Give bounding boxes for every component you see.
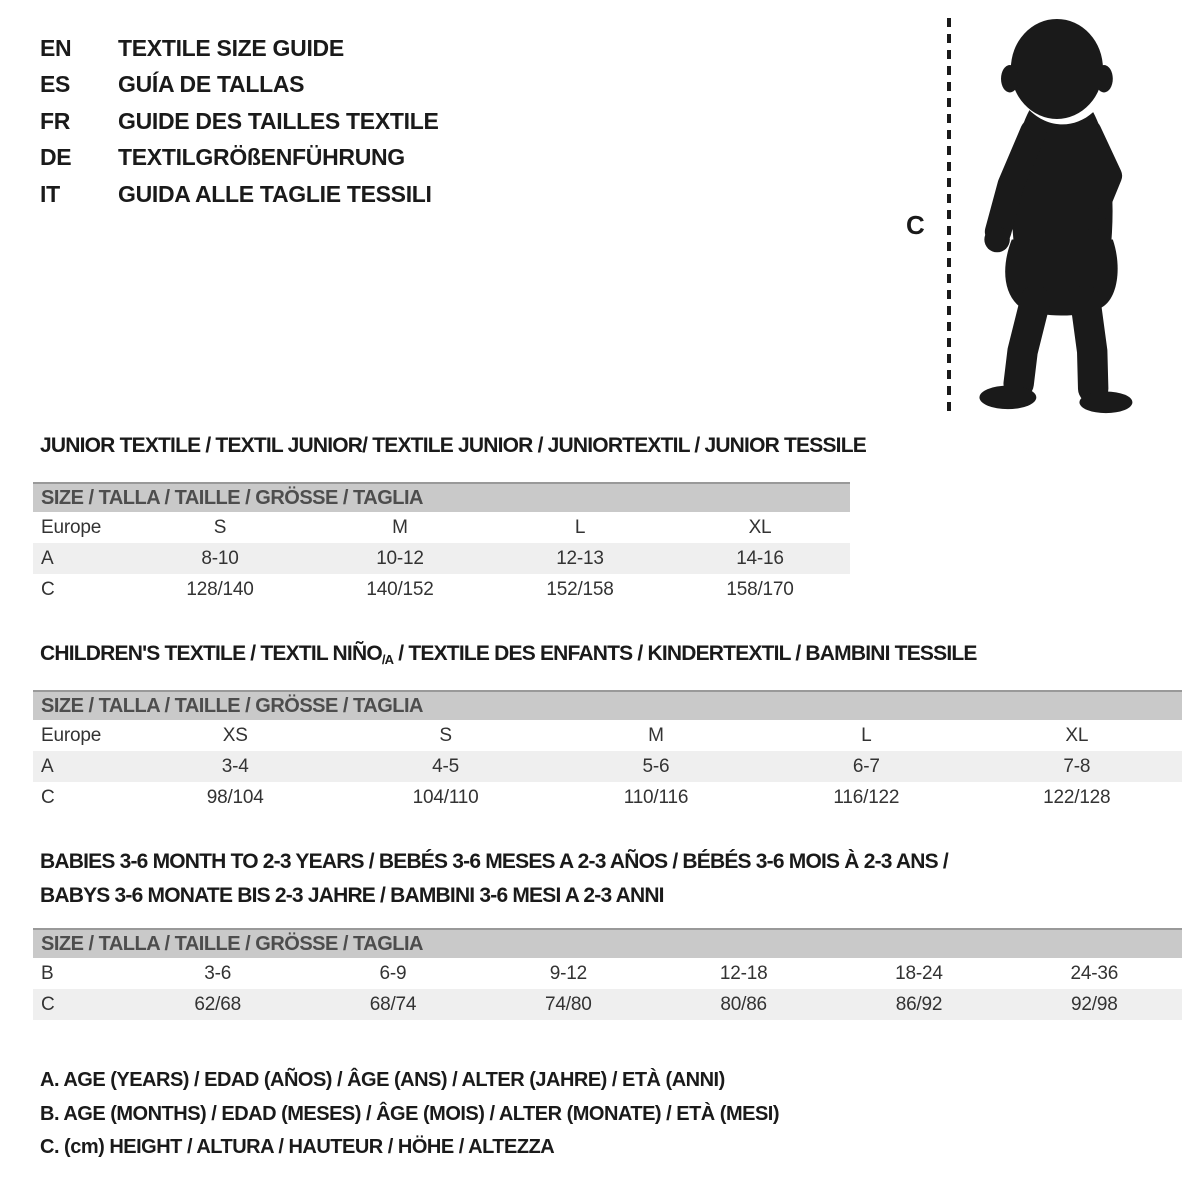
language-code: EN	[40, 34, 72, 61]
guide-title: GUIDE DES TAILLES TEXTILE	[118, 107, 439, 134]
junior-table-grid	[33, 512, 850, 605]
junior-section-title: JUNIOR TEXTILE / TEXTIL JUNIOR/ TEXTILE JUNIOR / JUNIORTEXTIL / JUNIOR TESSILE	[40, 434, 866, 457]
language-code: IT	[40, 180, 60, 207]
table-cell: 6-7	[852, 755, 880, 777]
table-row	[33, 543, 850, 574]
table-cell: 128/140	[186, 578, 254, 600]
table-cell: XL	[1065, 724, 1089, 746]
table-row	[33, 574, 850, 605]
language-row	[40, 176, 439, 213]
baby-silhouette-icon	[966, 16, 1138, 418]
row-label: C	[41, 786, 55, 808]
table-row	[33, 989, 1182, 1020]
table-cell: 24-36	[1070, 962, 1119, 984]
row-label: Europe	[41, 724, 102, 746]
children-table-grid	[33, 720, 1182, 813]
babies-size-table	[33, 928, 1182, 1020]
table-cell: 3-6	[204, 962, 232, 984]
table-cell: XL	[748, 516, 772, 538]
guide-title: TEXTILGRÖßENFÜHRUNG	[118, 144, 405, 171]
height-dashed-line	[947, 18, 951, 416]
table-cell: 68/74	[369, 993, 417, 1015]
babies-size-header: SIZE / TALLA / TAILLE / GRÖSSE / TAGLIA	[33, 928, 1182, 958]
babies-title-line2: BABYS 3-6 MONATE BIS 2-3 JAHRE / BAMBINI 3-6 MESI A 2-3 ANNI	[40, 884, 664, 907]
language-row	[40, 103, 439, 140]
table-cell: 74/80	[545, 993, 592, 1015]
children-title-sub: /A	[381, 652, 394, 667]
table-cell: 5-6	[642, 755, 670, 777]
table-row	[33, 751, 1182, 782]
language-row	[40, 140, 439, 177]
legend-line-b: B. AGE (MONTHS) / EDAD (MESES) / ÂGE (MOIS) / ALTER (MONATE) / ETÀ (MESI)	[40, 1102, 780, 1125]
table-cell: 110/116	[623, 786, 689, 808]
table-cell: M	[392, 516, 408, 538]
table-cell: 14-16	[736, 547, 784, 569]
table-cell: S	[439, 724, 452, 746]
legend-line-a: A. AGE (YEARS) / EDAD (AÑOS) / ÂGE (ANS) / ALTER (JAHRE) / ETÀ (ANNI)	[40, 1069, 725, 1091]
table-cell: 7-8	[1063, 755, 1091, 777]
children-title-rest: / TEXTILE DES ENFANTS / KINDERTEXTIL / BAMBINI TESSILE	[393, 642, 977, 665]
babies-section-title	[40, 845, 948, 913]
babies-table-grid	[33, 958, 1182, 1020]
table-cell: 12-18	[719, 962, 768, 984]
guide-title: TEXTILE SIZE GUIDE	[118, 34, 344, 61]
table-cell: 122/128	[1043, 786, 1111, 808]
junior-size-table	[33, 482, 850, 605]
table-cell: 116/122	[833, 786, 900, 808]
table-cell: 62/68	[194, 993, 241, 1015]
children-size-table	[33, 690, 1182, 813]
legend-block	[40, 1064, 779, 1165]
table-cell: 18-24	[895, 962, 943, 984]
table-cell: L	[574, 516, 586, 538]
language-code: ES	[40, 71, 71, 98]
language-code: DE	[40, 144, 72, 171]
table-row	[33, 958, 1182, 989]
height-measure-label: C	[906, 210, 925, 240]
row-label: A	[41, 755, 54, 777]
table-cell: XS	[222, 724, 248, 746]
row-label: A	[41, 547, 54, 569]
table-cell: 8-10	[201, 547, 239, 569]
table-cell: 98/104	[206, 786, 264, 808]
language-code: FR	[40, 107, 71, 134]
table-cell: 86/92	[895, 993, 943, 1015]
table-cell: L	[861, 724, 872, 746]
babies-title-line1: BABIES 3-6 MONTH TO 2-3 YEARS / BEBÉS 3-6 MESES A 2-3 AÑOS / BÉBÉS 3-6 MOIS À 2-3 ANS /	[40, 850, 948, 873]
language-title-block	[40, 30, 439, 213]
table-cell: 104/110	[412, 786, 479, 808]
legend-line-c: C. (cm) HEIGHT / ALTURA / HAUTEUR / HÖHE / ALTEZZA	[40, 1136, 555, 1158]
junior-size-header: SIZE / TALLA / TAILLE / GRÖSSE / TAGLIA	[33, 482, 850, 512]
table-cell: 9-12	[549, 962, 587, 984]
children-section-title	[40, 642, 977, 667]
guide-title: GUÍA DE TALLAS	[118, 71, 305, 98]
table-cell: M	[648, 724, 664, 746]
table-cell: 12-13	[556, 547, 604, 569]
table-cell: S	[213, 516, 227, 538]
table-cell: 158/170	[726, 578, 794, 600]
table-cell: 3-4	[221, 755, 249, 777]
table-cell: 92/98	[1071, 993, 1118, 1015]
table-cell: 152/158	[546, 578, 614, 600]
language-row	[40, 30, 439, 67]
table-cell: 4-5	[432, 755, 460, 777]
row-label: C	[41, 993, 55, 1015]
row-label: Europe	[41, 516, 102, 538]
table-cell: 10-12	[376, 547, 424, 569]
row-label: B	[41, 962, 54, 984]
table-row	[33, 720, 1182, 751]
children-title-main: CHILDREN'S TEXTILE / TEXTIL NIÑO	[40, 642, 382, 665]
table-cell: 140/152	[366, 578, 434, 600]
table-cell: 6-9	[379, 962, 407, 984]
table-row	[33, 512, 850, 543]
children-size-header: SIZE / TALLA / TAILLE / GRÖSSE / TAGLIA	[33, 690, 1182, 720]
table-cell: 80/86	[720, 993, 767, 1015]
row-label: C	[41, 578, 55, 600]
guide-title: GUIDA ALLE TAGLIE TESSILI	[118, 180, 432, 207]
language-row	[40, 67, 439, 104]
table-row	[33, 782, 1182, 813]
